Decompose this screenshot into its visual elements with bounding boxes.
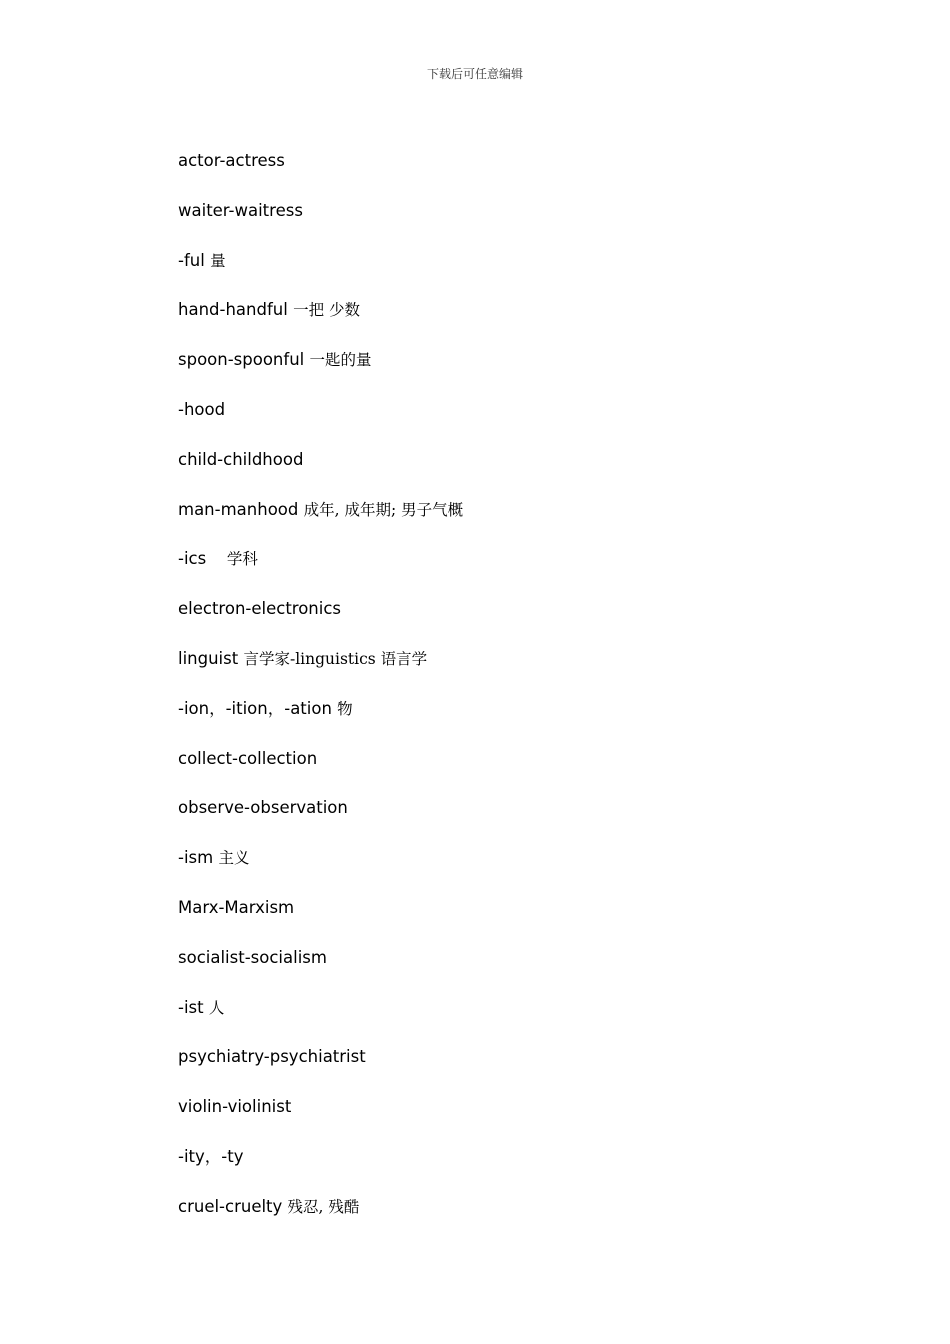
text-line <box>178 947 878 997</box>
chinese-text: 学科 <box>221 550 258 569</box>
english-text: -hood <box>178 399 226 419</box>
english-text: child-childhood <box>178 449 304 469</box>
text-line <box>178 1146 878 1196</box>
text-line <box>178 1196 878 1246</box>
english-text: spoon-spoonful <box>178 350 310 370</box>
english-text: -ist <box>178 997 209 1017</box>
chinese-text: 一把 少数 <box>293 301 360 320</box>
text-line <box>178 349 878 399</box>
text-line <box>178 698 878 748</box>
text-line <box>178 997 878 1047</box>
chinese-text: 人 <box>208 998 225 1017</box>
text-line <box>178 200 878 250</box>
text-line <box>178 150 878 200</box>
english-text: observe-observation <box>178 798 348 818</box>
english-text: -ful <box>178 250 211 270</box>
english-text: waiter-waitress <box>178 200 303 220</box>
english-text: -ion，-ition，-ation <box>178 698 338 718</box>
english-text: cruel-cruelty <box>178 1196 288 1216</box>
text-line <box>178 797 878 847</box>
text-line <box>178 648 878 698</box>
text-line <box>178 250 878 300</box>
text-line <box>178 499 878 549</box>
english-text: hand-handful <box>178 300 294 320</box>
chinese-text: 残忍, 残酷 <box>287 1197 360 1216</box>
chinese-text: 成年, 成年期; 男子气概 <box>303 500 464 519</box>
chinese-text: 言学家-linguistics 语言学 <box>243 649 428 668</box>
text-line <box>178 897 878 947</box>
english-text: -ics <box>178 549 222 569</box>
text-line <box>178 399 878 449</box>
english-text: Marx-Marxism <box>178 897 295 917</box>
chinese-text: 主义 <box>218 849 250 868</box>
english-text: man-manhood <box>178 499 304 519</box>
text-line <box>178 299 878 349</box>
text-line <box>178 847 878 897</box>
document-body <box>178 150 878 1246</box>
text-line <box>178 748 878 798</box>
english-text: socialist-socialism <box>178 947 327 967</box>
text-line <box>178 449 878 499</box>
text-line <box>178 1096 878 1146</box>
english-text: electron-electronics <box>178 599 342 619</box>
chinese-text: 量 <box>210 251 226 270</box>
page-header <box>0 65 950 83</box>
english-text: psychiatry-psychiatrist <box>178 1047 366 1067</box>
text-line <box>178 598 878 648</box>
chinese-text: 物 <box>337 699 353 718</box>
text-line <box>178 1046 878 1096</box>
english-text: -ism <box>178 848 219 868</box>
english-text: linguist <box>178 648 244 668</box>
english-text: collect-collection <box>178 748 318 768</box>
english-text: actor-actress <box>178 151 285 170</box>
header-text: 下载后可任意编辑 <box>426 67 523 81</box>
text-line <box>178 548 878 598</box>
english-text: violin-violinist <box>178 1097 292 1117</box>
english-text: -ity，-ty <box>178 1146 244 1166</box>
chinese-text: 一匙的量 <box>309 351 372 370</box>
